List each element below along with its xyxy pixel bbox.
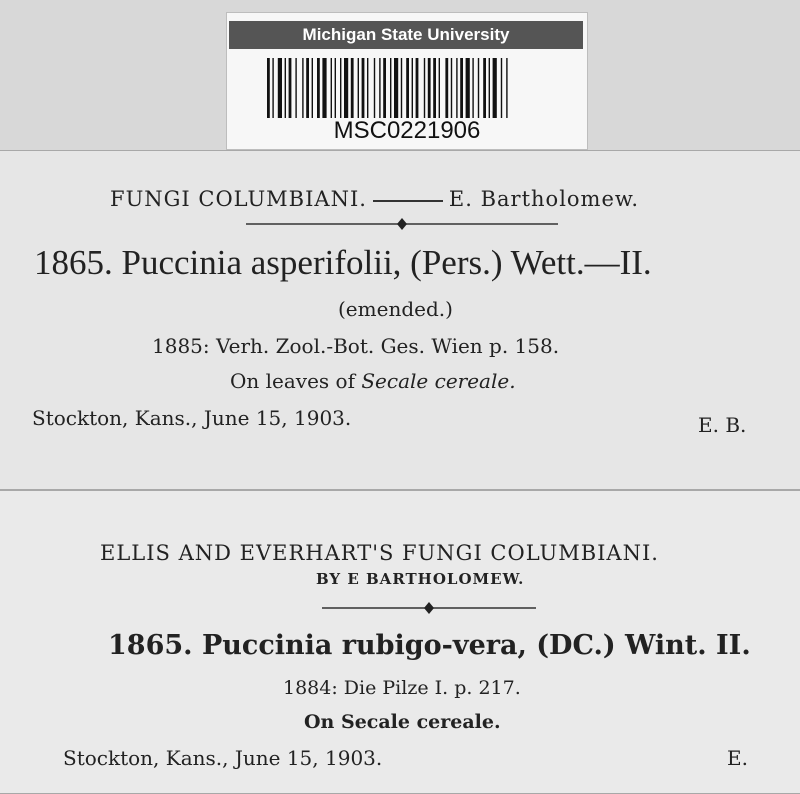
host-name: Secale cereale.: [361, 369, 516, 393]
label-header: ELLIS AND EVERHART'S FUNGI COLUMBIANI.: [100, 541, 659, 565]
collector-name: E. Bartholomew.: [448, 187, 640, 211]
substrate-prefix: On leaves of: [230, 369, 362, 393]
specimen-label-upper: [0, 150, 800, 490]
catalog-number: MSC0221906: [333, 117, 481, 144]
substrate-line: On Secale cereale.: [304, 711, 501, 733]
header-dash: [373, 200, 443, 202]
locality-date: Stockton, Kans., June 15, 1903.: [32, 406, 352, 430]
species-title: 1865. Puccinia asperifolii, (Pers.) Wett.—II.: [34, 243, 652, 282]
emended-note: (emended.): [338, 297, 453, 321]
specimen-label-lower: [0, 490, 800, 794]
label-header: [110, 187, 639, 211]
series-name: FUNGI COLUMBIANI.: [110, 187, 367, 211]
locality-date: Stockton, Kans., June 15, 1903.: [63, 746, 383, 770]
ornament-divider: [322, 601, 536, 615]
ornament-divider: [246, 217, 558, 231]
institution-name: Michigan State University: [229, 21, 583, 49]
barcode-bars: [267, 58, 549, 118]
species-title: 1865. Puccinia rubigo-vera, (DC.) Wint. II.: [108, 630, 751, 661]
label-byline: BY E BARTHOLOMEW.: [316, 570, 525, 588]
substrate-line: [230, 369, 516, 393]
barcode-label: [226, 12, 588, 150]
collector-initials: E.: [727, 746, 748, 770]
literature-reference: 1885: Verh. Zool.-Bot. Ges. Wien p. 158.: [152, 334, 560, 358]
collector-initials: E. B.: [698, 413, 747, 437]
literature-reference: 1884: Die Pilze I. p. 217.: [283, 677, 521, 699]
